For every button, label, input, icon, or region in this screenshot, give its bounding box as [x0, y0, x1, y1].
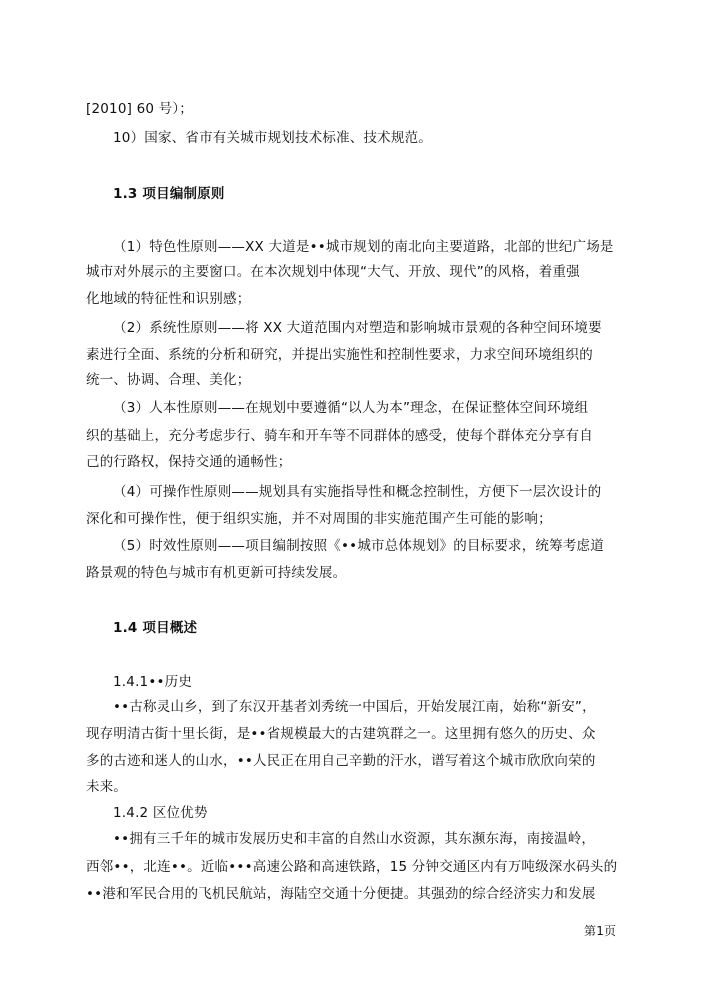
- paragraph-line: （5）时效性原则——项目编制按照《••城市总体规划》的目标要求，统筹考虑道: [113, 538, 604, 554]
- paragraph-line: 路景观的特色与城市有机更新可持续发展。: [86, 565, 347, 581]
- paragraph-line: 西邻••，北连••。近临•••高速公路和高速铁路，15 分钟交通区内有万吨级深水码头的: [86, 859, 618, 875]
- paragraph-line: 现存明清古街十里长街，是••省规模最大的古建筑群之一。这里拥有悠久的历史、众: [86, 726, 596, 742]
- subsection-heading: 1.4.1••历史: [113, 674, 193, 690]
- paragraph-line: （1）特色性原则——XX 大道是••城市规划的南北向主要道路，北部的世纪广场是: [113, 239, 614, 255]
- text-line: [2010] 60 号）；: [86, 101, 194, 117]
- paragraph-line: ••古称灵山乡，到了东汉开基者刘秀统一中国后，开始发展江南，始称“新安”，: [113, 699, 596, 715]
- paragraph-line: 统一、协调、合理、美化；: [86, 372, 251, 388]
- paragraph-line: （2）系统性原则——将 XX 大道范围内对塑造和影响城市景观的各种空间环境要: [113, 320, 602, 336]
- section-heading: 1.3 项目编制原则: [113, 186, 225, 202]
- paragraph-line: 己的行路权，保持交通的通畅性；: [86, 454, 292, 470]
- paragraph-line: 素进行全面、系统的分析和研究，并提出实施性和控制性要求，力求空间环境组织的: [86, 347, 593, 363]
- subsection-heading: 1.4.2 区位优势: [113, 805, 208, 821]
- paragraph-line: 城市对外展示的主要窗口。在本次规划中体现“大气、开放、现代”的风格，着重强: [86, 264, 580, 280]
- list-item: 10）国家、省市有关城市规划技术标准、技术规范。: [113, 130, 432, 146]
- paragraph-line: 未来。: [86, 779, 128, 795]
- paragraph-line: ••拥有三千年的城市发展历史和丰富的自然山水资源，其东濒东海，南接温岭，: [113, 831, 596, 847]
- paragraph-line: 化地域的特征性和识别感；: [86, 291, 251, 307]
- paragraph-line: 织的基础上，充分考虑步行、骑车和开车等不同群体的感受，使每个群体充分享有自: [86, 428, 593, 444]
- paragraph-line: ••港和军民合用的飞机民航站，海陆空交通十分便捷。其强劲的综合经济实力和发展: [86, 886, 596, 902]
- section-heading: 1.4 项目概述: [113, 620, 198, 636]
- paragraph-line: 深化和可操作性，便于组织实施，并不对周围的非实施范围产生可能的影响；: [86, 511, 552, 527]
- paragraph-line: （4）可操作性原则——规划具有实施指导性和概念控制性，方便下一层次设计的: [113, 484, 602, 500]
- paragraph-line: 多的古迹和迷人的山水，••人民正在用自己辛勤的汗水，谱写着这个城市欣欣向荣的: [86, 753, 596, 769]
- page-number: 第1页: [584, 924, 617, 938]
- paragraph-line: （3）人本性原则——在规划中要遵循“以人为本”理念，在保证整体空间环境组: [113, 400, 589, 416]
